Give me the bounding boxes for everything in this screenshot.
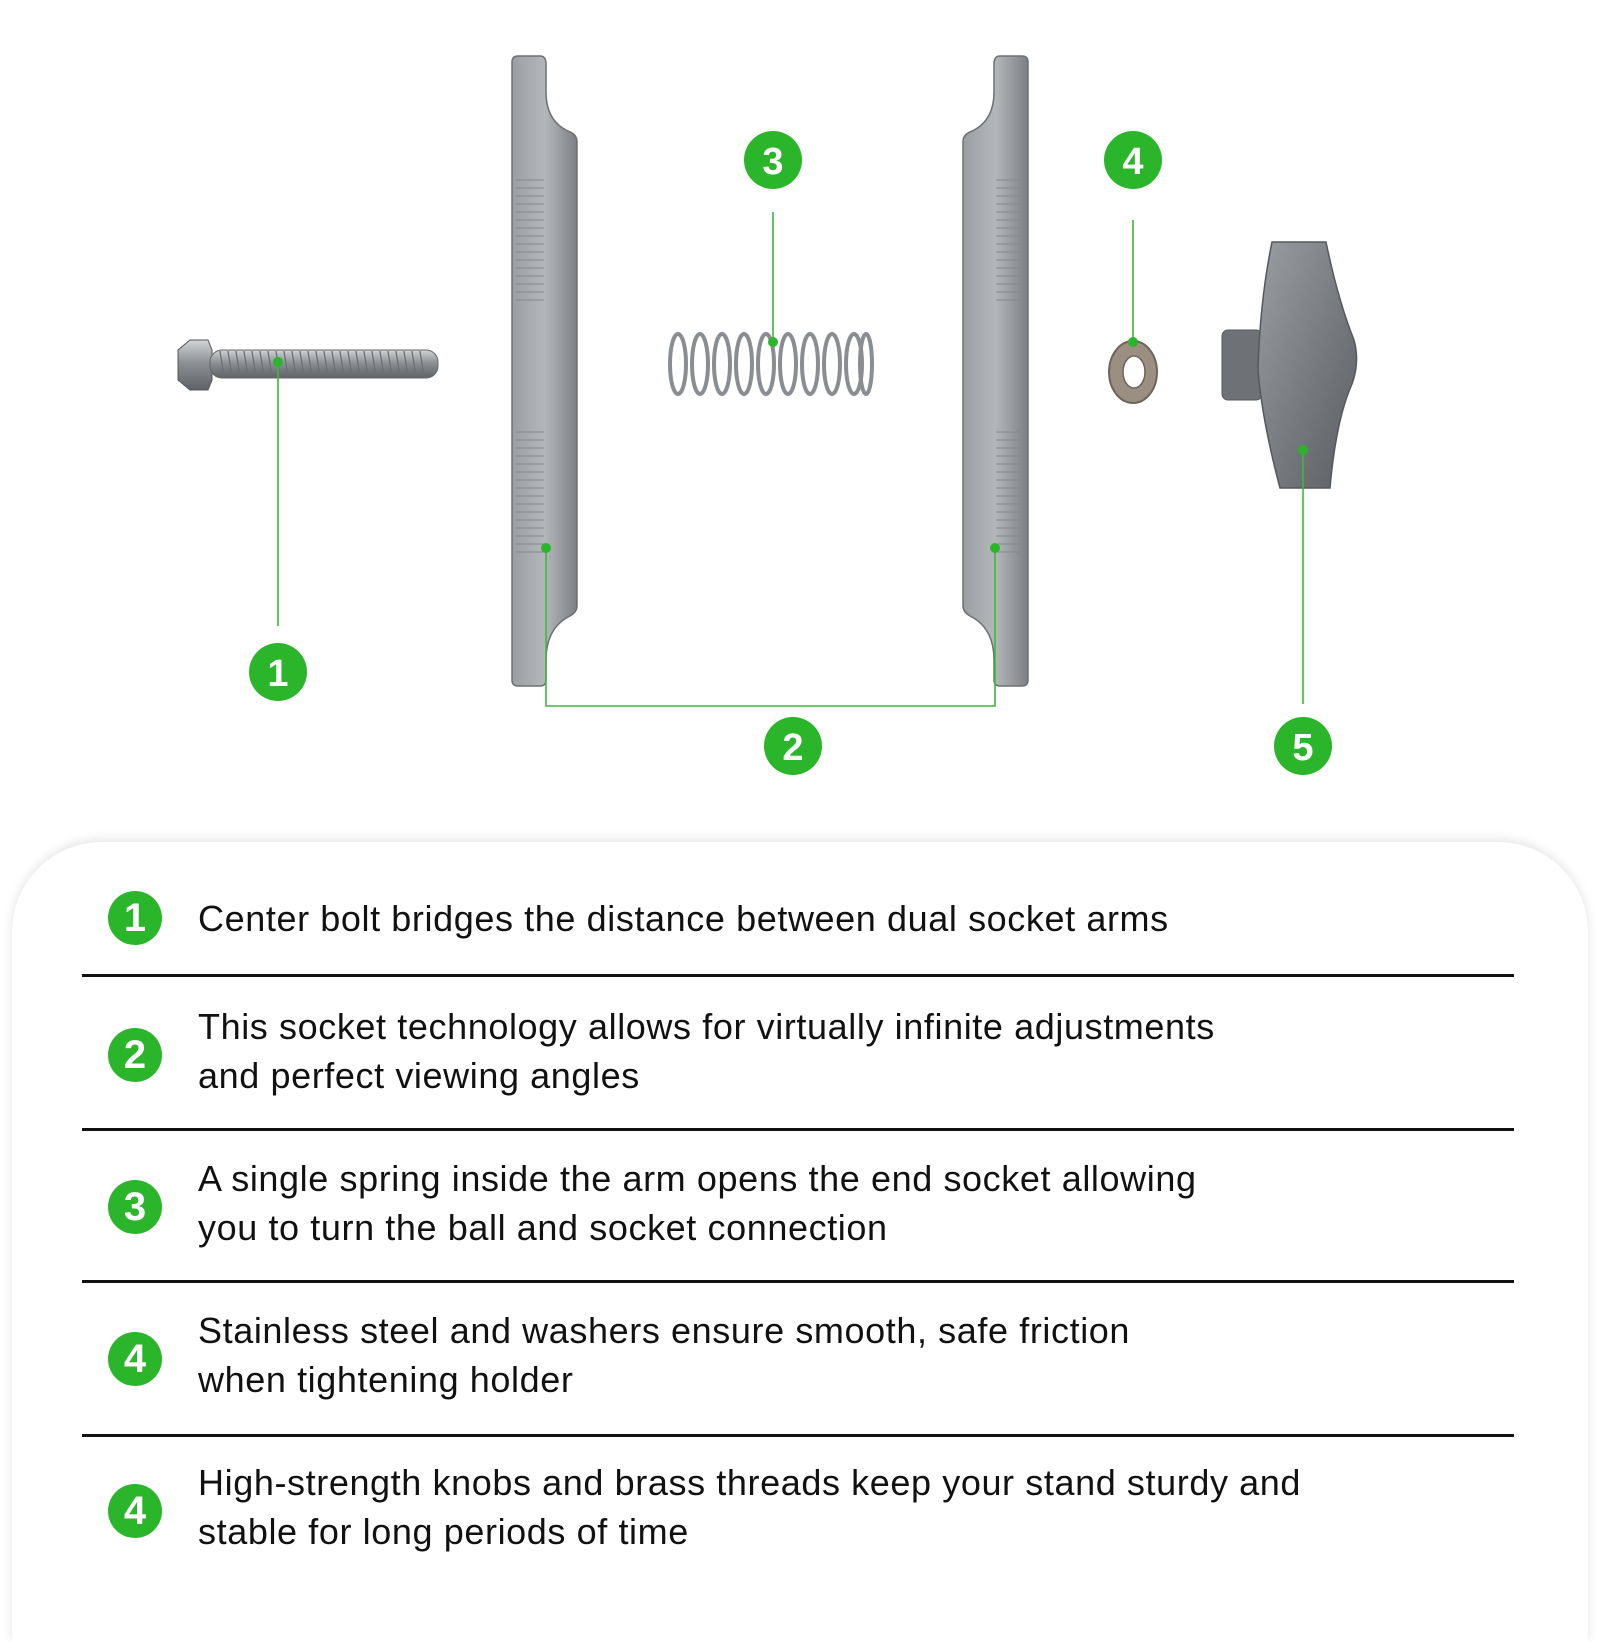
feature-2-badge: 2 bbox=[108, 1028, 162, 1082]
callout-4 bbox=[1104, 131, 1162, 189]
feature-4-line1: Stainless steel and washers ensure smooth, safe friction bbox=[198, 1310, 1131, 1351]
divider-2 bbox=[82, 1128, 1514, 1131]
feature-row-3 bbox=[82, 1154, 1514, 1264]
callout-3-number: 3 bbox=[762, 141, 784, 183]
feature-2-line2: and perfect viewing angles bbox=[198, 1055, 640, 1096]
callout-5 bbox=[1274, 717, 1332, 775]
feature-row-1 bbox=[82, 888, 1514, 948]
feature-3-text bbox=[198, 1154, 1498, 1252]
feature-4-text bbox=[198, 1306, 1498, 1404]
callout-2-number: 2 bbox=[782, 727, 804, 769]
feature-2-line1: This socket technology allows for virtually infinite adjustments bbox=[198, 1006, 1215, 1047]
divider-1 bbox=[82, 974, 1514, 977]
feature-2-text bbox=[198, 1002, 1498, 1100]
feature-row-2 bbox=[82, 1002, 1514, 1112]
feature-5-line1: High-strength knobs and brass threads keep your stand sturdy and bbox=[198, 1462, 1302, 1503]
callout-5-number: 5 bbox=[1292, 727, 1314, 769]
callout-4-number: 4 bbox=[1122, 141, 1144, 183]
feature-4-badge: 4 bbox=[108, 1332, 162, 1386]
feature-5-text bbox=[198, 1458, 1498, 1556]
knob-part bbox=[1222, 242, 1357, 488]
bolt-part bbox=[178, 340, 438, 390]
divider-4 bbox=[82, 1434, 1514, 1437]
feature-row-5 bbox=[82, 1458, 1514, 1568]
feature-5-line2: stable for long periods of time bbox=[198, 1511, 689, 1552]
feature-1-line1: Center bolt bridges the distance between dual socket arms bbox=[198, 898, 1169, 939]
washer-part bbox=[1109, 341, 1157, 403]
feature-1-badge: 1 bbox=[108, 891, 162, 945]
feature-3-line2: you to turn the ball and socket connection bbox=[198, 1207, 888, 1248]
callout-1 bbox=[249, 643, 307, 701]
feature-row-4 bbox=[82, 1306, 1514, 1416]
left-socket-arm bbox=[512, 56, 577, 686]
feature-1-text bbox=[198, 894, 1498, 943]
divider-3 bbox=[82, 1280, 1514, 1283]
feature-5-badge: 4 bbox=[108, 1484, 162, 1538]
callout-2 bbox=[764, 717, 822, 775]
callout-3 bbox=[744, 131, 802, 189]
callout-1-number: 1 bbox=[267, 653, 289, 695]
feature-3-line1: A single spring inside the arm opens the end socket allowing bbox=[198, 1158, 1197, 1199]
leader-lines bbox=[278, 212, 1303, 706]
feature-3-badge: 3 bbox=[108, 1180, 162, 1234]
feature-4-line2: when tightening holder bbox=[198, 1359, 574, 1400]
